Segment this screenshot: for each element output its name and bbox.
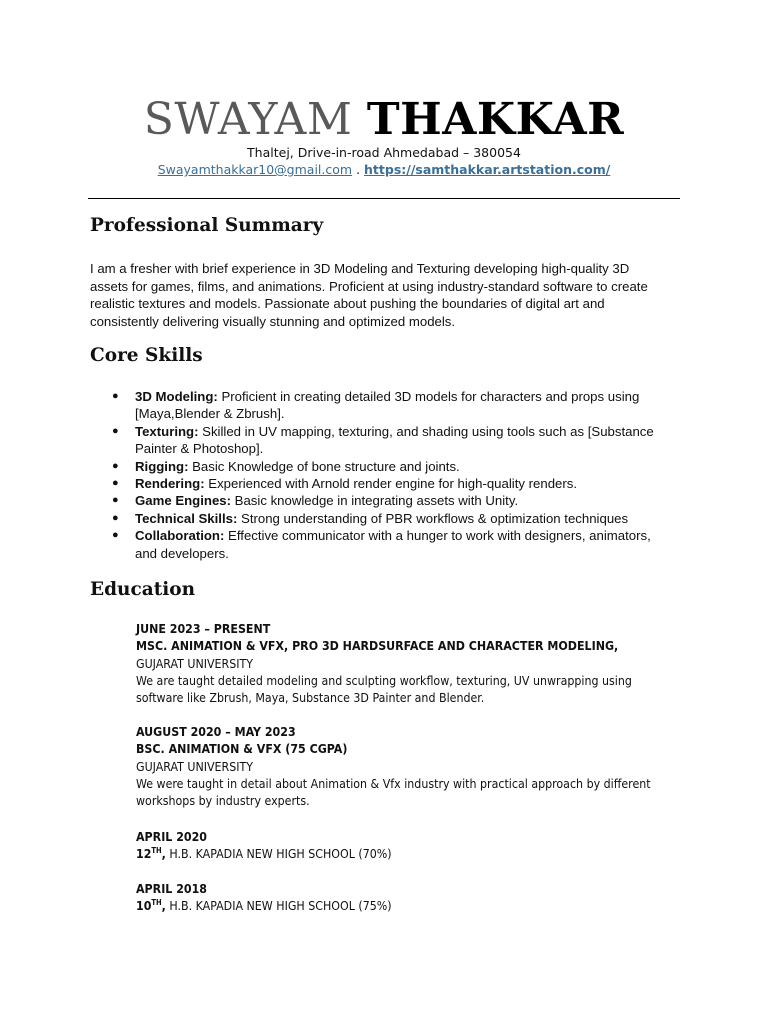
skill-item	[108, 527, 668, 562]
grade-suffix-sup: TH	[151, 898, 162, 908]
skills-list	[108, 388, 668, 562]
grade: 12	[136, 847, 152, 862]
grade-suffix-sup: TH	[151, 846, 162, 856]
last-name: THAKKAR	[366, 94, 625, 145]
school-name: H.B. KAPADIA NEW HIGH SCHOOL (70%)	[165, 847, 392, 862]
education-heading: Education	[90, 579, 196, 600]
bullet-icon: ●	[112, 424, 119, 437]
contact-line	[0, 161, 768, 179]
skill-text: Basic knowledge in integrating assets with Unity.	[231, 493, 519, 509]
education-entry	[136, 621, 676, 707]
email-link[interactable]: Swayamthakkar10@gmail.com	[157, 162, 353, 177]
education-description: We were taught in detail about Animation & Vfx industry with practical approach by different workshops by industry experts.	[136, 776, 651, 809]
skill-label: Rigging:	[135, 458, 189, 474]
skill-item	[108, 510, 668, 527]
education-degree: BSC. ANIMATION & VFX (75 CGPA)	[136, 742, 348, 757]
skill-text: Experienced with Arnold render engine for high-quality renders.	[204, 476, 578, 492]
skill-text: Basic Knowledge of bone structure and joints.	[188, 458, 460, 474]
school-name: H.B. KAPADIA NEW HIGH SCHOOL (75%)	[165, 899, 392, 914]
bullet-icon: ●	[112, 390, 119, 402]
skill-label: 3D Modeling:	[135, 389, 218, 404]
education-date: JUNE 2023 – PRESENT	[136, 622, 271, 636]
skill-item	[108, 423, 668, 458]
skill-item	[108, 475, 668, 492]
education-description: We are taught detailed modeling and sculpting workflow, texturing, UV unwrapping using software like Zbrush, Maya, Substance 3D Painter and Blender.	[136, 673, 632, 706]
skill-item	[108, 492, 668, 509]
skill-label: Texturing:	[135, 423, 199, 439]
grade-comma: ,	[161, 899, 166, 914]
skills-heading: Core Skills	[90, 345, 203, 366]
bullet-icon: ●	[112, 529, 119, 542]
education-institution: GUJARAT UNIVERSITY	[136, 656, 254, 671]
education-entry	[136, 829, 676, 864]
first-name: SWAYAM	[143, 94, 353, 145]
skill-text: Strong understanding of PBR workflows & optimization techniques	[237, 510, 629, 526]
skill-label: Game Engines:	[135, 493, 232, 509]
education-school-line	[136, 846, 676, 863]
education-institution: GUJARAT UNIVERSITY	[136, 759, 254, 774]
header-divider	[88, 198, 680, 199]
candidate-name	[0, 96, 768, 144]
education-degree: MSC. ANIMATION & VFX, PRO 3D HARDSURFACE AND CHARACTER MODELING,	[136, 639, 619, 654]
education-date: AUGUST 2020 – MAY 2023	[136, 725, 296, 739]
skill-label: Collaboration:	[135, 528, 225, 544]
education-school-line	[136, 898, 676, 915]
bullet-icon: ●	[112, 477, 119, 490]
education-entry	[136, 724, 676, 810]
skill-item	[108, 388, 668, 423]
bullet-icon: ●	[112, 459, 119, 472]
skill-label: Rendering:	[135, 476, 205, 492]
skill-label: Technical Skills:	[135, 510, 238, 526]
website-link[interactable]: https://samthakkar.artstation.com/	[364, 162, 611, 177]
education-date: APRIL 2020	[136, 830, 207, 844]
education-entry	[136, 881, 676, 916]
skill-text: Skilled in UV mapping, texturing, and shading using tools such as [Substance Painter & Photoshop].	[135, 423, 654, 457]
contact-separator: .	[356, 162, 361, 177]
address: Thaltej, Drive-in-road Ahmedabad – 380054	[247, 145, 521, 160]
bullet-icon: ●	[112, 511, 119, 524]
skill-text: Proficient in creating detailed 3D models for characters and props using [Maya,Blender & Zbrush].	[135, 389, 640, 422]
skill-item	[108, 458, 668, 475]
bullet-icon: ●	[112, 494, 119, 507]
summary-text: I am a fresher with brief experience in 3D Modeling and Texturing developing high-quality 3D assets for games, films, and animations. Proficient at using industry-standard software to create realistic textures and models. Passionate about pushing the boundaries of digital art and consistently delivering visually stunning and optimized models.	[90, 261, 648, 329]
grade: 10	[136, 899, 152, 914]
skill-text: Effective communicator with a hunger to work with designers, animators, and developers.	[135, 528, 651, 561]
grade-comma: ,	[161, 847, 166, 862]
summary-heading: Professional Summary	[90, 215, 324, 236]
education-date: APRIL 2018	[136, 882, 207, 896]
